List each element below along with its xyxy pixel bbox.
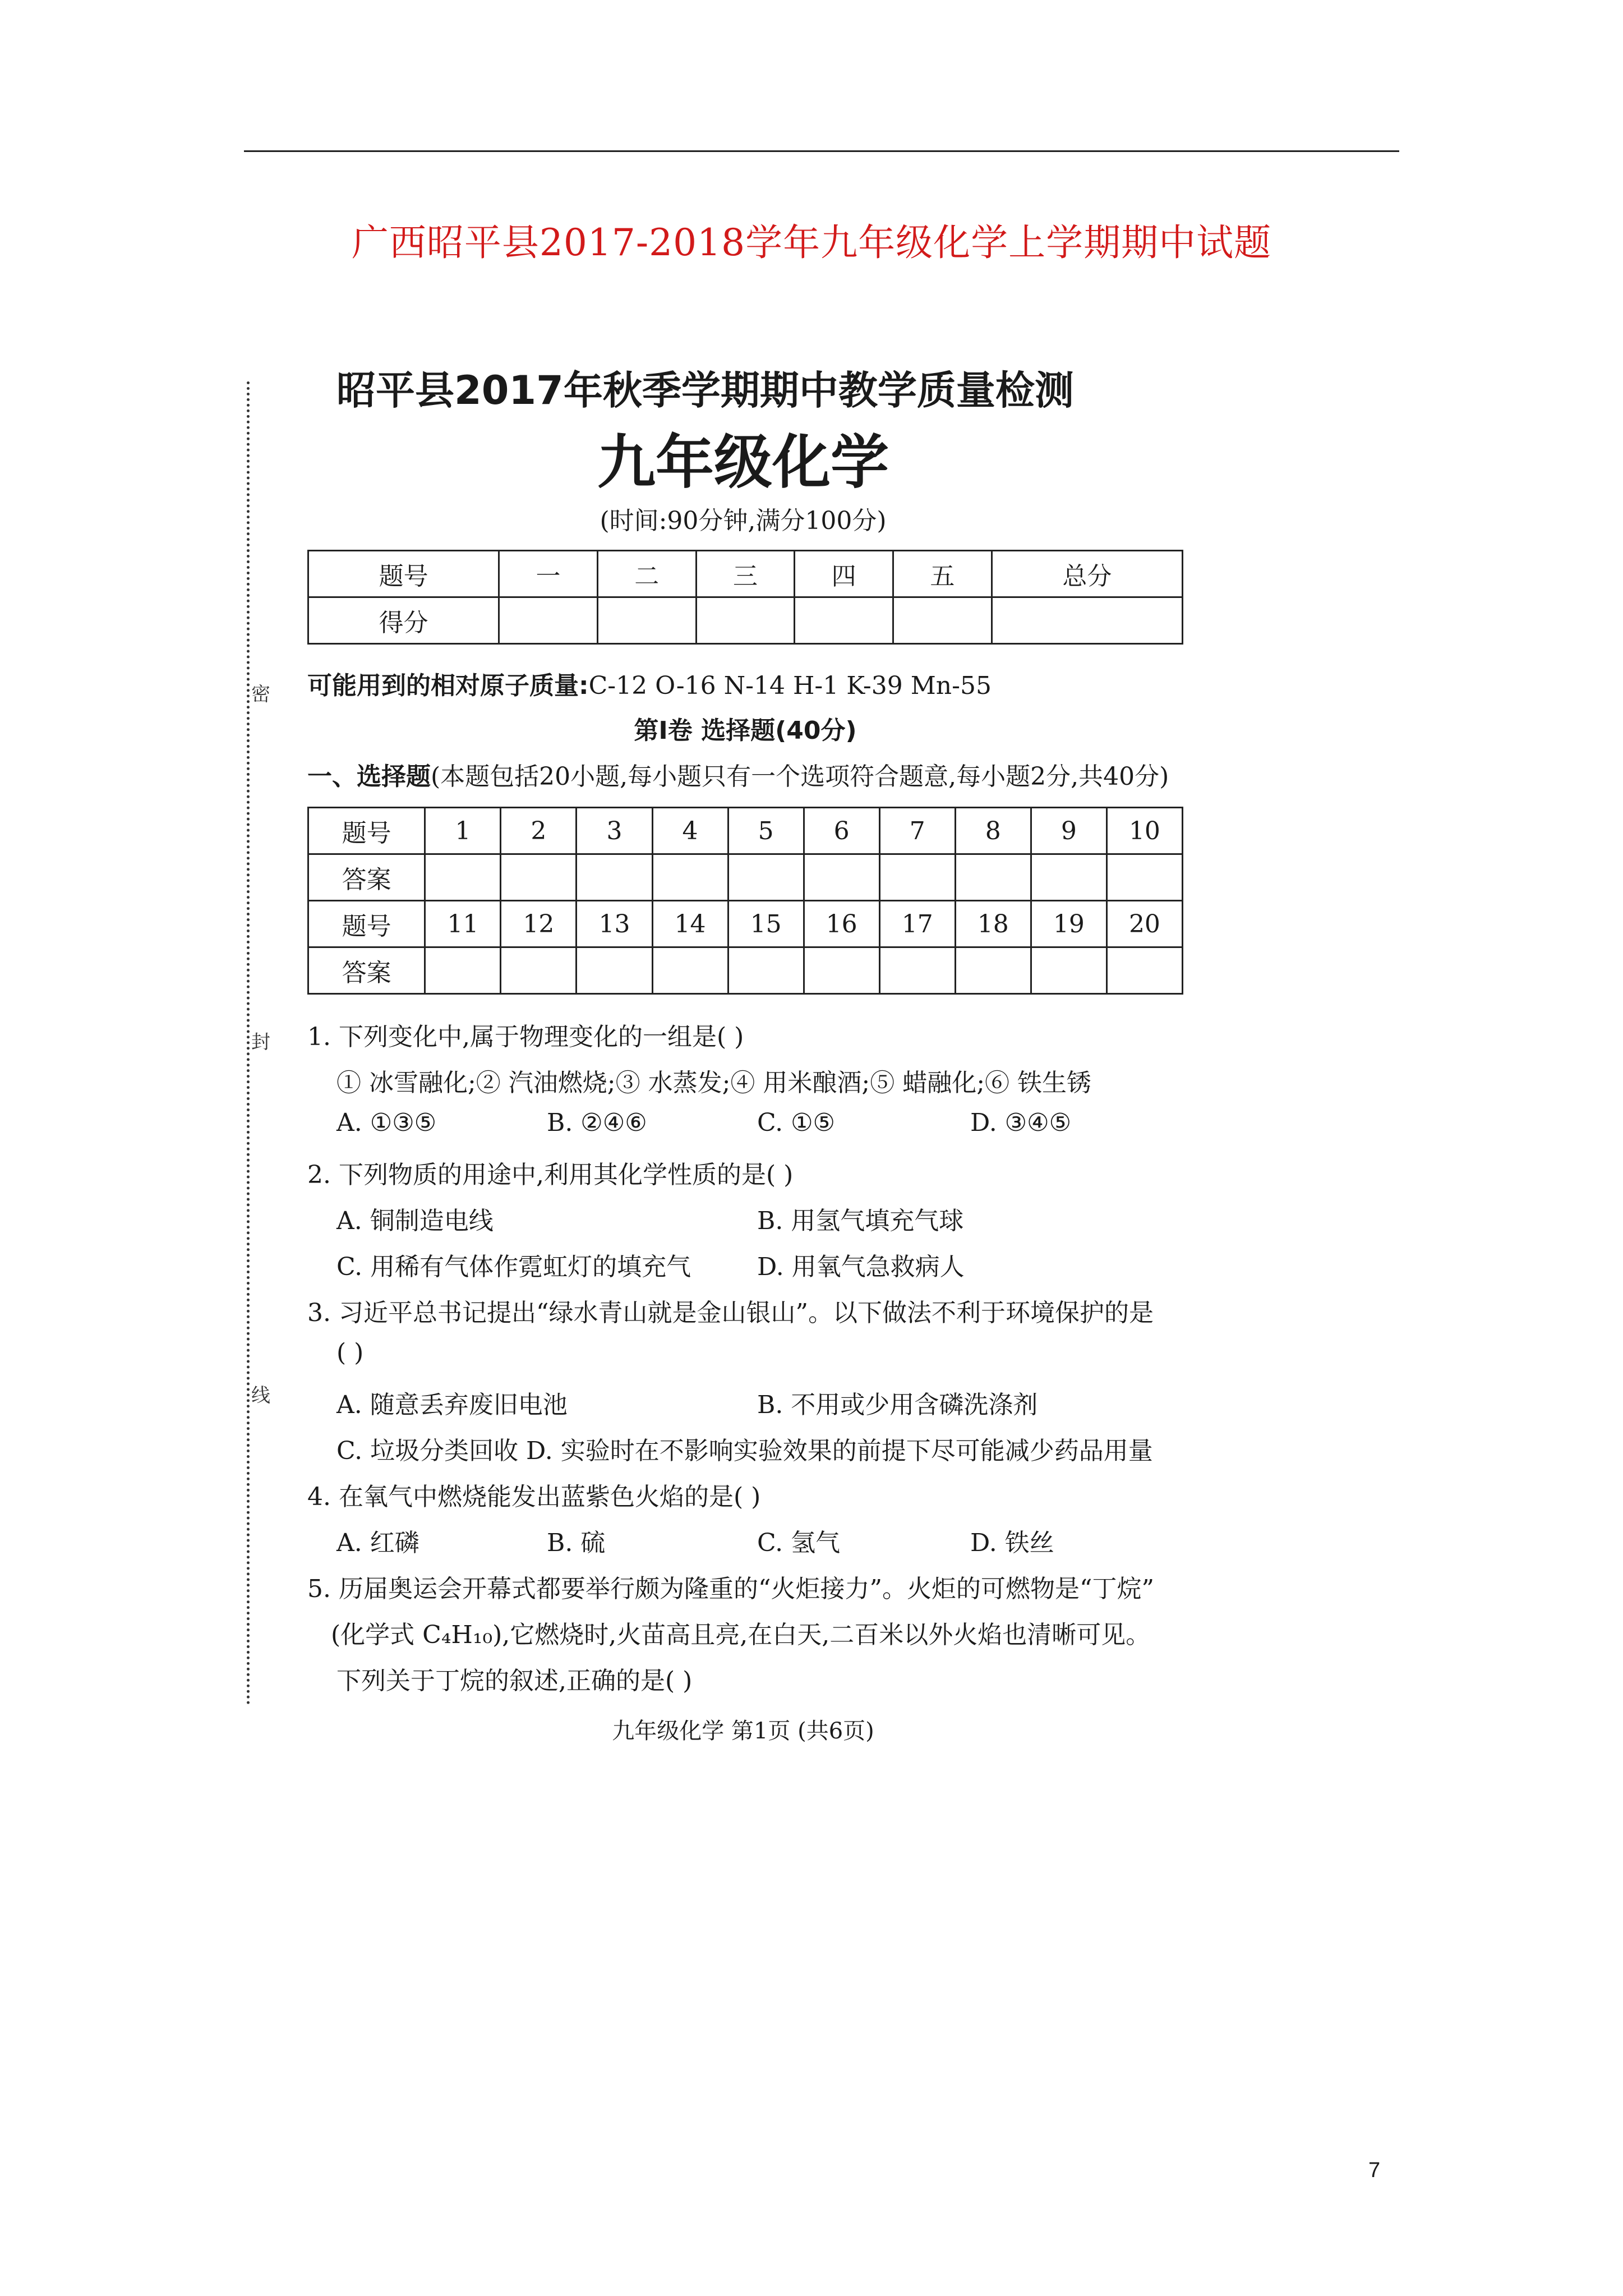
answer-table-qnum-row <box>308 808 1183 854</box>
question-text: (化学式 C₄H₁₀),它燃烧时,火苗高且亮,在白天,二百米以外火焰也清晰可见。 <box>331 1621 1151 1649</box>
option-b: B. 不用或少用含磷洗涤剂 <box>757 1391 1038 1419</box>
question-stem: 4. 在氧气中燃烧能发出蓝紫色火焰的是( ) <box>307 1483 761 1511</box>
page-footer: 九年级化学 第1页 (共6页) <box>612 1718 874 1744</box>
answer-cell <box>804 854 879 901</box>
option-a: A. 红磷 <box>336 1529 419 1557</box>
option-b: B. 硫 <box>547 1529 606 1557</box>
question-number-cell: 14 <box>652 901 728 947</box>
page-number: 7 <box>1368 2159 1381 2182</box>
question-number-cell: 6 <box>804 808 879 854</box>
atomic-masses <box>307 665 992 701</box>
answer-table-answer-row <box>308 854 1183 901</box>
answer-cell <box>804 947 879 994</box>
score-table-cell: 一 <box>499 551 598 597</box>
margin-char: 封 <box>251 1031 270 1053</box>
option-c: C. ①⑤ <box>757 1108 835 1137</box>
question-number-cell: 1 <box>425 808 501 854</box>
score-cell <box>499 597 598 644</box>
question-number-cell: 7 <box>879 808 955 854</box>
atomic-masses-label: 可能用到的相对原子质量: <box>307 671 589 700</box>
time-note: (时间:90分钟,满分100分) <box>600 507 887 535</box>
score-table-cell: 总分 <box>992 551 1182 597</box>
answer-cell <box>1106 947 1182 994</box>
score-table-row-label: 得分 <box>308 597 499 644</box>
answer-cell <box>955 854 1031 901</box>
answer-table-label: 答案 <box>308 854 425 901</box>
answer-cell <box>728 947 804 994</box>
answer-cell <box>879 854 955 901</box>
answer-cell <box>1031 947 1106 994</box>
score-cell <box>597 597 696 644</box>
option-b: B. ②④⑥ <box>547 1108 647 1137</box>
answer-table-answer-row <box>308 947 1183 994</box>
option-d: D. 铁丝 <box>970 1529 1054 1557</box>
answer-cell <box>1031 854 1106 901</box>
margin-char: 密 <box>251 683 270 706</box>
answer-parenthesis: ( ) <box>336 1338 364 1367</box>
answer-cell <box>728 854 804 901</box>
option-a: A. 铜制造电线 <box>336 1207 494 1235</box>
score-table-cell: 三 <box>696 551 795 597</box>
question-text: 下列关于丁烷的叙述,正确的是( ) <box>336 1667 693 1695</box>
answer-cell <box>501 854 577 901</box>
option-c: C. 用稀有气体作霓虹灯的填充气 <box>336 1253 691 1281</box>
subject-title: 九年级化学 <box>597 428 889 496</box>
score-table-cell: 题号 <box>308 551 499 597</box>
exam-heading: 昭平县2017年秋季学期期中教学质量检测 <box>336 367 1074 413</box>
answer-cell <box>425 947 501 994</box>
answer-table-label: 题号 <box>308 901 425 947</box>
answer-cell <box>577 854 652 901</box>
question-number-cell: 19 <box>1031 901 1106 947</box>
score-table-header-row <box>308 551 1183 597</box>
option-b: B. 用氢气填充气球 <box>757 1207 964 1235</box>
question-stem: 1. 下列变化中,属于物理变化的一组是( ) <box>307 1023 744 1051</box>
question-stem: 5. 历届奥运会开幕式都要举行颇为隆重的“火炬接力”。火炬的可燃物是“丁烷” <box>307 1575 1154 1603</box>
option-d: D. ③④⑤ <box>970 1108 1072 1137</box>
score-table-cell: 二 <box>597 551 696 597</box>
score-table-cell: 四 <box>795 551 893 597</box>
question-number-cell: 18 <box>955 901 1031 947</box>
option-c-d: C. 垃圾分类回收 D. 实验时在不影响实验效果的前提下尽可能减少药品用量 <box>336 1437 1153 1465</box>
question-stem: 2. 下列物质的用途中,利用其化学性质的是( ) <box>307 1161 794 1189</box>
score-table-cell: 五 <box>893 551 992 597</box>
answer-table-label: 题号 <box>308 808 425 854</box>
section-note: (本题包括20小题,每小题只有一个选项符合题意,每小题2分,共40分) <box>431 762 1169 791</box>
option-c: C. 氢气 <box>757 1529 841 1557</box>
score-table <box>307 550 1183 645</box>
score-cell <box>893 597 992 644</box>
margin-char: 线 <box>251 1384 270 1407</box>
question-number-cell: 10 <box>1106 808 1182 854</box>
top-rule <box>244 150 1399 152</box>
section-title: 一、选择题 <box>307 762 431 791</box>
question-number-cell: 4 <box>652 808 728 854</box>
question-number-cell: 5 <box>728 808 804 854</box>
answer-table-qnum-row <box>308 901 1183 947</box>
part-title: 第Ⅰ卷 选择题(40分) <box>634 716 857 745</box>
option-a: A. 随意丢弃废旧电池 <box>336 1391 568 1419</box>
question-number-cell: 12 <box>501 901 577 947</box>
score-cell <box>795 597 893 644</box>
score-cell <box>992 597 1182 644</box>
question-number-cell: 17 <box>879 901 955 947</box>
question-items: ① 冰雪融化;② 汽油燃烧;③ 水蒸发;④ 用米酿酒;⑤ 蜡融化;⑥ 铁生锈 <box>336 1069 1092 1097</box>
question-number-cell: 20 <box>1106 901 1182 947</box>
binding-margin-dotted-line <box>247 381 250 1705</box>
answer-cell <box>425 854 501 901</box>
answer-table <box>307 807 1183 995</box>
question-number-cell: 13 <box>577 901 652 947</box>
answer-cell <box>652 854 728 901</box>
option-a: A. ①③⑤ <box>336 1108 437 1137</box>
score-table-score-row <box>308 597 1183 644</box>
answer-cell <box>501 947 577 994</box>
question-number-cell: 15 <box>728 901 804 947</box>
answer-cell <box>955 947 1031 994</box>
answer-table-label: 答案 <box>308 947 425 994</box>
question-number-cell: 8 <box>955 808 1031 854</box>
question-number-cell: 16 <box>804 901 879 947</box>
atomic-masses-values: C-12 O-16 N-14 H-1 K-39 Mn-55 <box>588 671 992 700</box>
option-d: D. 用氧气急救病人 <box>757 1253 965 1281</box>
section-heading <box>307 756 1169 792</box>
answer-cell <box>577 947 652 994</box>
question-number-cell: 3 <box>577 808 652 854</box>
answer-cell <box>879 947 955 994</box>
answer-cell <box>1106 854 1182 901</box>
document-title: 广西昭平县2017-2018学年九年级化学上学期期中试题 <box>351 221 1272 264</box>
question-number-cell: 2 <box>501 808 577 854</box>
question-number-cell: 9 <box>1031 808 1106 854</box>
question-stem: 3. 习近平总书记提出“绿水青山就是金山银山”。以下做法不利于环境保护的是 <box>307 1299 1154 1327</box>
question-number-cell: 11 <box>425 901 501 947</box>
answer-cell <box>652 947 728 994</box>
score-cell <box>696 597 795 644</box>
